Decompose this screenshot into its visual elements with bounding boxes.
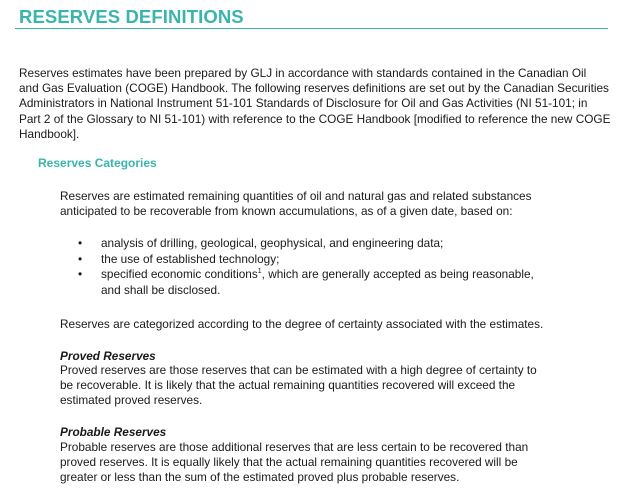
bullet-text-continuation: and shall be disclosed.: [101, 282, 221, 297]
bullet-item: [60, 267, 580, 298]
probable-line: proved reserves. It is equally likely that the actual remaining quantities recovered will be: [60, 455, 518, 470]
bullet-text-line: [101, 267, 580, 283]
bullet-icon: •: [78, 251, 83, 266]
intro-paragraph: [19, 66, 611, 142]
reserves-definition-paragraph: [60, 189, 560, 219]
bullet-text: analysis of drilling, geological, geophysical, and engineering data;: [101, 236, 444, 250]
intro-line: Part 2 of the Glossary to NI 51-101) with reference to the COGE Handbook [modified to reference the new COGE: [19, 111, 611, 126]
section-heading-reserves-categories: Reserves Categories: [38, 156, 157, 170]
categorized-paragraph: [60, 317, 560, 332]
bullet-icon: •: [78, 267, 83, 282]
proved-line: Proved reserves are those reserves that can be estimated with a high degree of certainty to: [60, 363, 537, 377]
probable-line: greater or less than the sum of the estimated proved plus probable reserves.: [60, 470, 460, 485]
bullet-item: [60, 236, 580, 252]
definition-line: Reserves are estimated remaining quantities of oil and natural gas and related substances: [60, 189, 532, 203]
proved-reserves-heading: Proved Reserves: [60, 349, 156, 363]
footnote-marker: 1: [257, 268, 262, 276]
intro-line: Reserves estimates have been prepared by GLJ in accordance with standards contained in the Canadian Oil: [19, 66, 587, 80]
probable-reserves-paragraph: [60, 440, 560, 486]
proved-line: be recoverable. It is likely that the actual remaining quantities recovered will exceed the: [60, 378, 516, 393]
bullet-text: the use of established technology;: [101, 251, 280, 266]
probable-line: Probable reserves are those additional reserves that are less certain to be recovered than: [60, 440, 529, 454]
criteria-bullet-list: [60, 236, 580, 298]
definition-line: anticipated to be recoverable from known accumulations, as of a given date, based on:: [60, 204, 513, 219]
categorized-text: Reserves are categorized according to the degree of certainty associated with the estimates.: [60, 317, 544, 331]
intro-line: Administrators in National Instrument 51-101 Standards of Disclosure for Oil and Gas Activities (NI 51-101; in: [19, 96, 588, 111]
bullet-text-end: , which are generally accepted as being reasonable,: [261, 267, 534, 282]
bullet-text-start: specified economic conditions: [101, 267, 258, 282]
intro-line: and Gas Evaluation (COGE) Handbook. The following reserves definitions are set out by the Canadian Securities: [19, 81, 609, 96]
title-underline: [15, 28, 608, 29]
proved-reserves-paragraph: [60, 363, 560, 409]
intro-line: Handbook].: [19, 126, 80, 141]
probable-reserves-heading: Probable Reserves: [60, 425, 167, 439]
bullet-icon: •: [78, 236, 83, 250]
bullet-item: [60, 252, 580, 268]
page-title: RESERVES DEFINITIONS: [19, 6, 244, 27]
proved-line: estimated proved reserves.: [60, 393, 203, 408]
